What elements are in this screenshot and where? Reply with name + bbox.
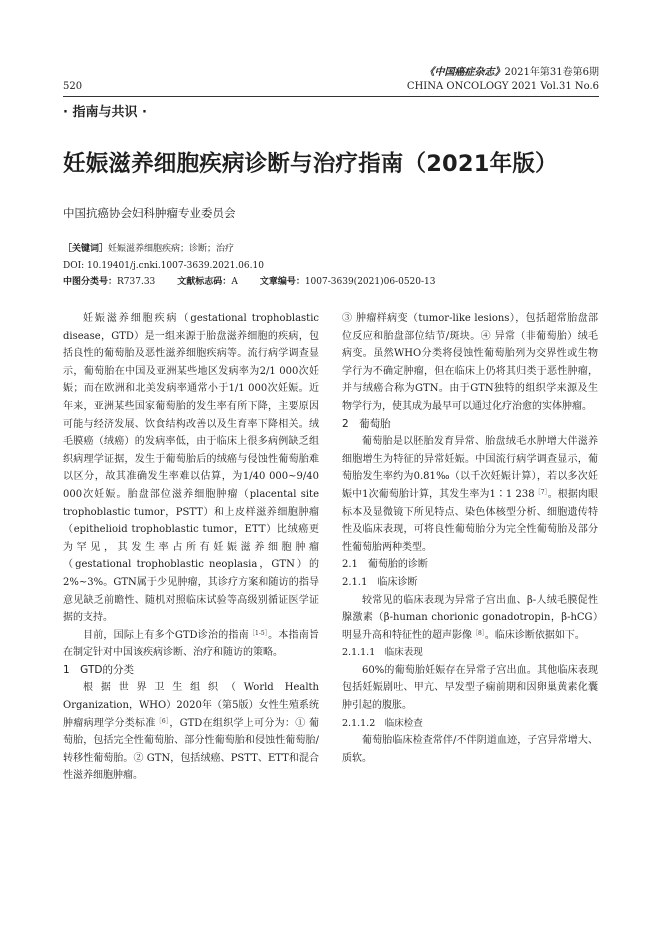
article-no-label: 文章编号： <box>259 277 305 287</box>
article-no: 1007-3639(2021)06-0520-13 <box>304 277 436 287</box>
section-heading-1: 1 GTD的分类 <box>63 663 134 676</box>
subsection-heading-2-1-1: 2.1.1 临床诊断 <box>342 576 418 588</box>
paragraph-clinical-presentation: 60%的葡萄胎妊娠存在异常子宫出血。其他临床表现包括妊娠剧吐、甲亢、早发型子痫前期和因卵巢黄素化囊肿引起的腹胀。 <box>342 664 598 712</box>
clc-label: 中图分类号： <box>63 277 118 287</box>
right-column <box>342 310 598 767</box>
issue-en: CHINA ONCOLOGY 2021 Vol.31 No.6 <box>406 81 599 92</box>
citation: ［8］ <box>472 629 485 637</box>
page-number: 520 <box>63 81 83 92</box>
clc: R737.33 <box>117 277 156 287</box>
subsection-heading-2-1: 2.1 葡萄胎的诊断 <box>342 559 428 571</box>
paragraph-clinical-diagnosis: 较常见的临床表现为异常子宫出血、β-人绒毛膜促性腺激素（β-human chorionic gonadotropin，β-hCG）明显升高和特征性的超声影像$^{[8]}$。临床诊断依据如下。 <box>342 594 598 641</box>
header-rule <box>63 96 599 97</box>
keywords-label: ［关键词］ <box>63 244 109 254</box>
citation: ［6］ <box>155 717 170 725</box>
keywords: 妊娠滋养细胞疾病；诊断；治疗 <box>108 244 235 254</box>
issue-cn: 2021年第31卷第6期 <box>504 67 599 78</box>
journal-issue-cn <box>407 66 599 80</box>
doi: DOI: 10.19401/j.cnki.1007-3639.2021.06.10 <box>63 260 264 271</box>
paragraph-classification-cont: ③ 肿瘤样病变（tumor-like lesions），包括超常胎盘部位反应和胎盘部位结节/斑块。④ 异常（非葡萄胎）绒毛病变。虽然WHO分类将侵蚀性葡萄胎列为交界性或生物学行为不确定肿瘤，但在临床上仍将其归类于恶性肿瘤，并与绒癌合称为GTN。由于GTN独特的组织学来源及生物学行为，使其成为最早可以通过化疗治愈的实体肿瘤。 <box>342 313 598 412</box>
column-tag: · 指南与共识 · <box>63 105 147 120</box>
subsection-heading-2-1-1-1: 2.1.1.1 临床表现 <box>342 647 423 659</box>
left-column <box>63 310 319 785</box>
keywords-line <box>63 241 436 258</box>
citation: ［1-5］ <box>248 629 269 637</box>
section-heading-2: 2 葡萄胎 <box>342 417 391 430</box>
author: 中国抗癌协会妇科肿瘤专业委员会 <box>63 206 236 220</box>
doc-code-label: 文献标志码： <box>177 277 232 287</box>
journal-name: 《中国癌症杂志》 <box>424 67 505 78</box>
paragraph-classification: 根据世界卫生组织（World Health Organization，WHO）2020年（第5版）女性生殖系统肿瘤病理学分类标准$^{[6]}$，GTD在组织学上可分为：① 葡萄胎，包括完全性葡萄胎、部分性葡萄胎和侵蚀性葡萄胎/转移性葡萄胎。② GTN，包括绒癌、PSTT、ETT和混合性滋养细胞肿瘤。 <box>63 682 320 782</box>
subsection-heading-2-1-1-2: 2.1.1.2 临床检查 <box>342 717 423 729</box>
journal-header <box>407 66 599 94</box>
article-meta <box>63 241 436 291</box>
citation: ［7］ <box>534 488 548 496</box>
article-title: 妊娠滋养细胞疾病诊断与治疗指南（2021年版） <box>63 151 558 177</box>
paragraph-hydatidiform-mole: 葡萄胎是以胚胎发育异常、胎盘绒毛水肿增大伴滋养细胞增生为特征的异常妊娠。中国流行病学调查显示，葡萄胎发生率约为0.81‰（以千次妊娠计算），若以多次妊娠中1次葡萄胎计算，其发生率为1∶1 $238^{[7]}$。根据肉眼标本及显微镜下所见特点、染色体核型分析、细胞遗传特性及临床表现，可将良性葡萄胎分为完全性葡萄胎及部分性葡萄胎两种类型。 <box>342 436 598 553</box>
paragraph-clinical-exam: 葡萄胎临床检查常伴/不伴阴道血迹，子宫异常增大、质软。 <box>342 735 598 764</box>
classification-line <box>63 274 436 291</box>
doc-code: A <box>231 277 238 287</box>
paragraph-intro: 妊娠滋养细胞疾病（gestational trophoblastic disease，GTD）是一组来源于胎盘滋养细胞的疾病，包括良性的葡萄胎及恶性滋养细胞疾病等。流行病学调查显示，葡萄胎在中国及亚洲某些地区发病率为2/1 000次妊娠；而在欧洲和北美发病率通常小于1/1 000次妊娠。近年来，亚洲某些国家葡萄胎的发生率有所下降，主要原因可能与经济发展、饮食结构改善以及生育率下降相关。绒毛膜癌（绒癌）的发病率低，由于临床上很多病例缺乏组织病理学证据，发生于葡萄胎后的绒癌与侵蚀性葡萄胎难以区分，故其准确发生率难以估算，为1/40 000~9/40 000次妊娠。胎盘部位滋养细胞肿瘤（placental site trophoblastic tumor，PSTT）和上皮样滋养细胞肿瘤（epithelioid trophoblastic tumor，ETT）比绒癌更为罕见，其发生率占所有妊娠滋养细胞肿瘤（gestational trophoblastic neoplasia，GTN）的2%~3%。GTN属于少见肿瘤，其诊疗方案和随访的指导意见缺乏前瞻性、随机对照临床试验等高级别循证医学证据的支持。 <box>63 313 319 624</box>
paragraph-guidelines: 目前，国际上有多个GTD诊治的指南$^{[1-5]}$。本指南旨在制定针对中国该疾病诊断、治疗和随访的策略。 <box>63 629 319 659</box>
